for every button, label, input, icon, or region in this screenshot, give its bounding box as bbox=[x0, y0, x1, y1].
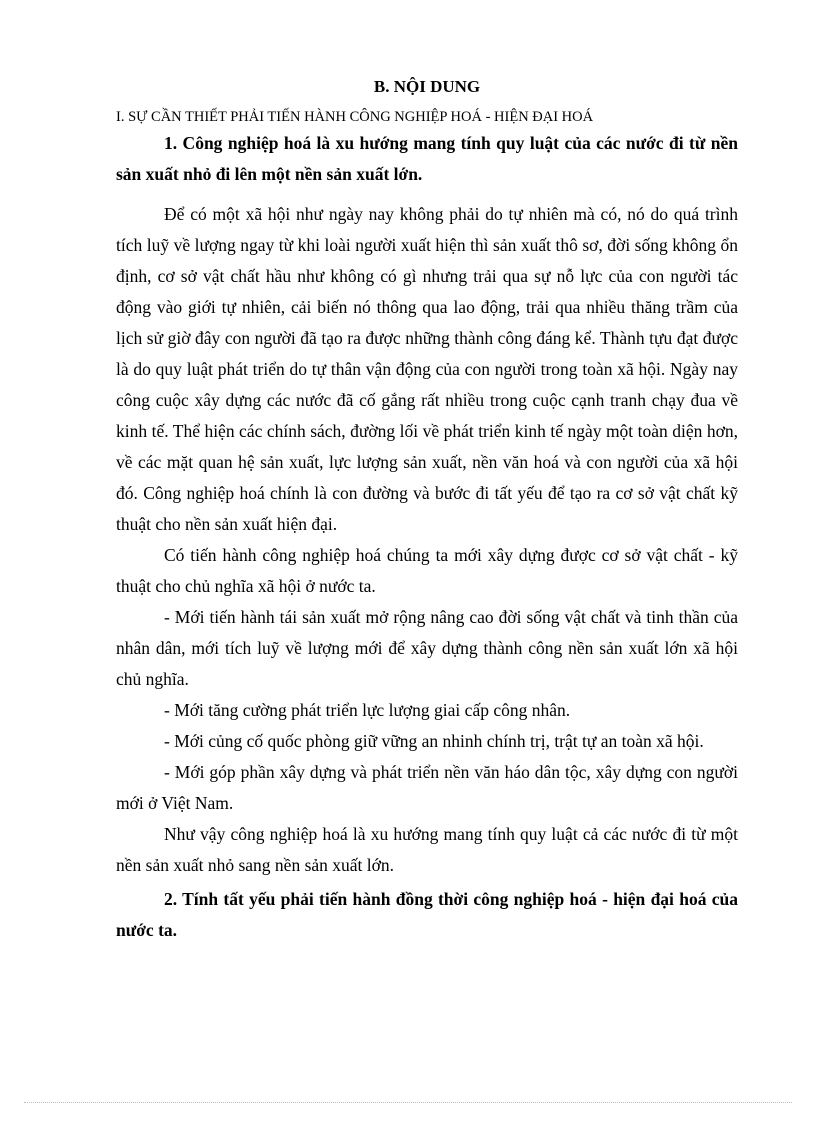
paragraph: Để có một xã hội như ngày nay không phải do tự nhiên mà có, nó do quá trình tích luỹ về lượng ngay từ khi loài người xuất hiện thì sản xuất thô sơ, đời sống không ổn định, cơ sở vật chất hầu như không có gì nhưng trải qua sự nỗ lực của con người tác động vào giới tự nhiên, cải biến nó thông qua lao động, trải qua nhiều thăng trầm của lịch sử giờ đây con người đã tạo ra được những thành công đáng kể. Thành tựu đạt được là do quy luật phát triển do tự thân vận động của con người trong toàn xã hội. Ngày nay công cuộc xây dựng các nước đã cố gắng rất nhiều trong cuộc cạnh tranh chạy đua về kinh tế. Thể hiện các chính sách, đường lối về phát triển kinh tế ngày một toàn diện hơn, về các mặt quan hệ sản xuất, lực lượng sản xuất, nền văn hoá và con người của xã hội đó. Công nghiệp hoá chính là con đường và bước đi tất yếu để tạo ra cơ sở vật chất kỹ thuật cho nền sản xuất hiện đại. bbox=[116, 204, 738, 534]
bullet-paragraph: - Mới củng cố quốc phòng giữ vững an nhinh chính trị, trật tự an toàn xã hội. bbox=[164, 731, 704, 751]
subsection-title: I. SỰ CẦN THIẾT PHẢI TIẾN HÀNH CÔNG NGHIỆP HOÁ - HIỆN ĐẠI HOÁ bbox=[116, 109, 594, 125]
bullet-paragraph: - Mới tiến hành tái sản xuất mở rộng nâng cao đời sống vật chất và tinh thần của nhân dân, mới tích luỹ về lượng mới để xây dựng thành công nền sản xuất lớn xã hội chủ nghĩa. bbox=[116, 607, 738, 689]
bullet-paragraph: - Mới tăng cường phát triển lực lượng giai cấp công nhân. bbox=[164, 700, 571, 720]
bullet-paragraph: - Mới góp phần xây dựng và phát triển nền văn háo dân tộc, xây dựng con người mới ở Việt Nam. bbox=[116, 762, 738, 813]
page-content bbox=[116, 76, 738, 946]
paragraph: Có tiến hành công nghiệp hoá chúng ta mới xây dựng được cơ sở vật chất - kỹ thuật cho chủ nghĩa xã hội ở nước ta. bbox=[116, 545, 738, 596]
paragraph: Như vậy công nghiệp hoá là xu hướng mang tính quy luật cả các nước đi từ một nền sản xuất nhỏ sang nền sản xuất lớn. bbox=[116, 824, 738, 875]
heading-2: 2. Tính tất yếu phải tiến hành đồng thời công nghiệp hoá - hiện đại hoá của nước ta. bbox=[116, 889, 738, 940]
section-title: B. NỘI DUNG bbox=[373, 77, 481, 96]
heading-1: 1. Công nghiệp hoá là xu hướng mang tính quy luật của các nước đi từ nền sản xuất nhỏ đi lên một nền sản xuất lớn. bbox=[116, 133, 738, 184]
page-bottom-divider bbox=[24, 1102, 792, 1103]
